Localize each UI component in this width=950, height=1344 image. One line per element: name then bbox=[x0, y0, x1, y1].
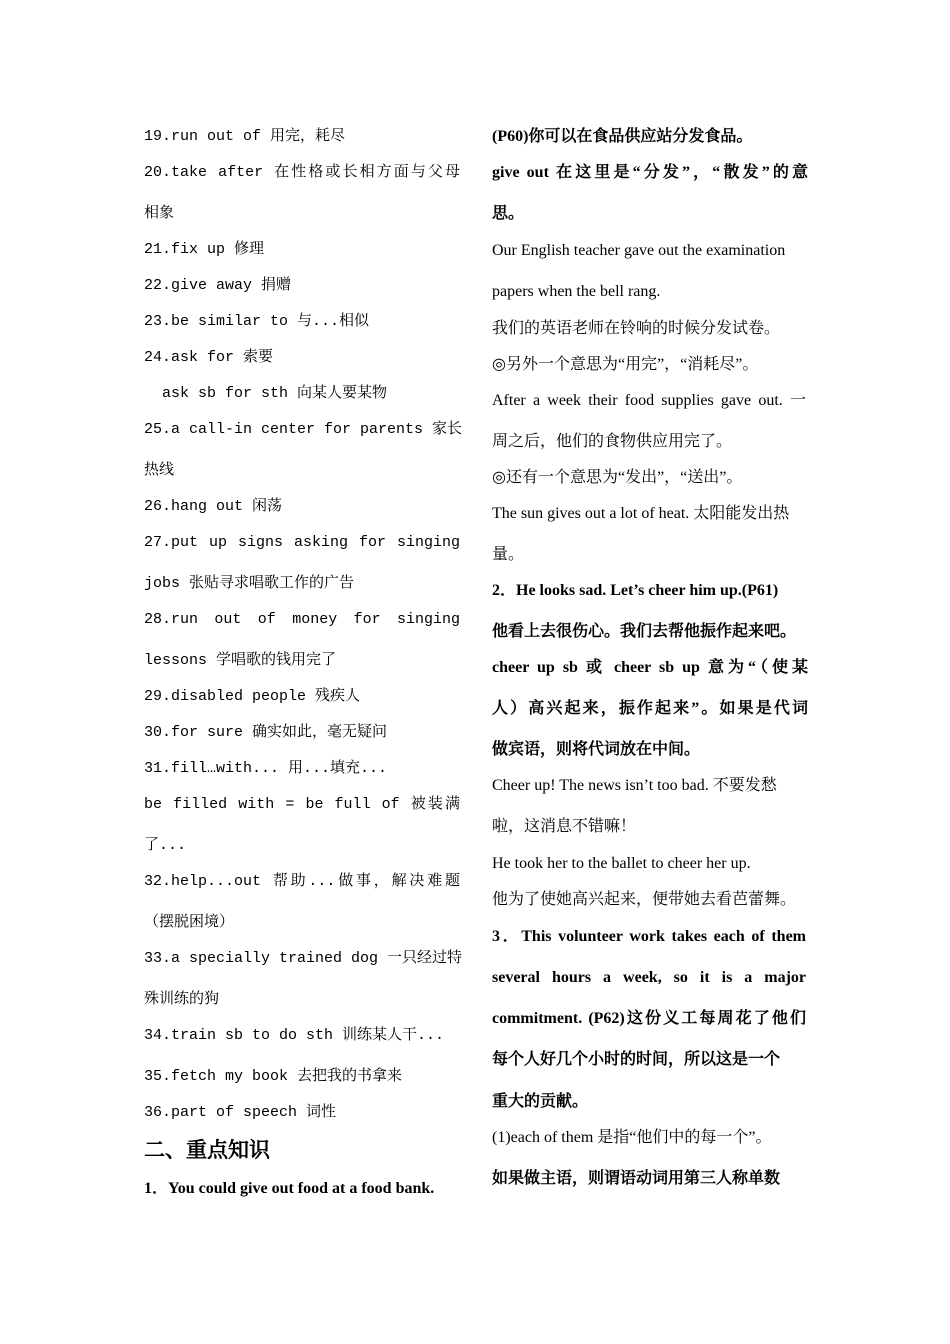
phrase-33: 33.a specially trained dog 一只经过特 bbox=[144, 950, 463, 967]
point-2-title: 2．He looks sad. Let’s cheer him up.(P61) bbox=[492, 582, 779, 599]
phrase-31-sub: be filled with = be full of 被装满 bbox=[144, 796, 460, 813]
phrase-19: 19.run out of 用完，耗尽 bbox=[144, 128, 346, 145]
point-3-title-cont: several hours a week, so it is a major bbox=[492, 969, 806, 986]
give-out-meaning-cont: 思。 bbox=[492, 205, 525, 222]
phrase-25: 25.a call-in center for parents 家长 bbox=[144, 421, 463, 438]
phrase-21: 21.fix up 修理 bbox=[144, 241, 265, 258]
example-1-zh: 我们的英语老师在铃响的时候分发试卷。 bbox=[492, 320, 781, 337]
phrase-33-cont: 殊训练的狗 bbox=[144, 991, 220, 1008]
example-1-en: Our English teacher gave out the examination bbox=[492, 242, 786, 259]
phrase-31-cont: 了... bbox=[144, 837, 187, 854]
point-1-translation: (P60)你可以在食品供应站分发食品。 bbox=[492, 128, 753, 145]
point-2-translation: 他看上去很伤心。我们去帮他振作起来吧。 bbox=[492, 623, 797, 640]
phrase-23: 23.be similar to 与...相似 bbox=[144, 313, 370, 330]
example-5-zh: 他为了使她高兴起来，便带她去看芭蕾舞。 bbox=[492, 891, 797, 908]
each-of-them-note: (1)each of them 是指“他们中的每一个”。 bbox=[492, 1129, 772, 1146]
cheer-up-meaning-cont: 人）高兴起来，振作起来”。如果是代词 bbox=[492, 700, 808, 717]
phrase-31: 31.fill…with... 用...填充... bbox=[144, 760, 388, 777]
give-out-meaning-3: ◎还有一个意思为“发出”，“送出”。 bbox=[492, 469, 743, 486]
example-4-cont: 啦，这消息不错嘛！ bbox=[492, 818, 637, 835]
example-3-cont: 量。 bbox=[492, 546, 525, 563]
cheer-up-meaning: cheer up sb 或 cheer sb up 意为“（使某 bbox=[492, 659, 808, 676]
phrase-27-cont: jobs 张贴寻求唱歌工作的广告 bbox=[144, 575, 355, 592]
phrase-27: 27.put up signs asking for singing bbox=[144, 534, 460, 551]
phrase-32-cont: （摆脱困境） bbox=[144, 914, 235, 931]
phrase-30: 30.for sure 确实如此，毫无疑问 bbox=[144, 724, 388, 741]
example-2-zh: 周之后，他们的食物供应用完了。 bbox=[492, 433, 733, 450]
point-3-title: 3．This volunteer work takes each of them bbox=[492, 928, 806, 945]
phrase-29: 29.disabled people 残疾人 bbox=[144, 688, 361, 705]
phrase-20-cont: 相象 bbox=[144, 205, 175, 222]
give-out-meaning-2: ◎另外一个意思为“用完”，“消耗尽”。 bbox=[492, 356, 759, 373]
phrase-24-sub: ask sb for sth 向某人要某物 bbox=[144, 385, 388, 402]
phrase-36: 36.part of speech 词性 bbox=[144, 1104, 337, 1121]
phrase-28-cont: lessons 学唱歌的钱用完了 bbox=[144, 652, 337, 669]
example-4: Cheer up! The news isn’t too bad. 不要发愁 bbox=[492, 777, 777, 794]
give-out-meaning: give out 在这里是“分发”，“散发”的意 bbox=[492, 164, 808, 181]
phrase-24: 24.ask for 索要 bbox=[144, 349, 274, 366]
point-1-title: 1．You could give out food at a food bank. bbox=[144, 1180, 435, 1197]
phrase-22: 22.give away 捐赠 bbox=[144, 277, 292, 294]
each-of-them-note-cont: 如果做主语，则谓语动词用第三人称单数 bbox=[492, 1170, 781, 1187]
cheer-up-meaning-end: 做宾语，则将代词放在中间。 bbox=[492, 741, 701, 758]
phrase-32: 32.help...out 帮助...做事，解决难题 bbox=[144, 873, 460, 890]
phrase-28: 28.run out of money for singing bbox=[144, 611, 460, 628]
phrase-25-cont: 热线 bbox=[144, 462, 175, 479]
phrase-35: 35.fetch my book 去把我的书拿来 bbox=[144, 1068, 403, 1085]
section-heading: 二、重点知识 bbox=[144, 1138, 270, 1162]
example-5-en: He took her to the ballet to cheer her up. bbox=[492, 855, 751, 872]
point-3-translation: 每个人好几个小时的时间，所以这是一个 bbox=[492, 1051, 781, 1068]
example-3: The sun gives out a lot of heat. 太阳能发出热 bbox=[492, 505, 790, 522]
example-2-en: After a week their food supplies gave out. 一 bbox=[492, 392, 806, 409]
phrase-34: 34.train sb to do sth 训练某人干... bbox=[144, 1027, 445, 1044]
example-1-en-cont: papers when the bell rang. bbox=[492, 283, 661, 300]
point-3-translation-cont: 重大的贡献。 bbox=[492, 1093, 589, 1110]
point-3-title-end: commitment. (P62)这份义工每周花了他们 bbox=[492, 1010, 806, 1027]
phrase-26: 26.hang out 闲荡 bbox=[144, 498, 283, 515]
phrase-20: 20.take after 在性格或长相方面与父母 bbox=[144, 164, 460, 181]
